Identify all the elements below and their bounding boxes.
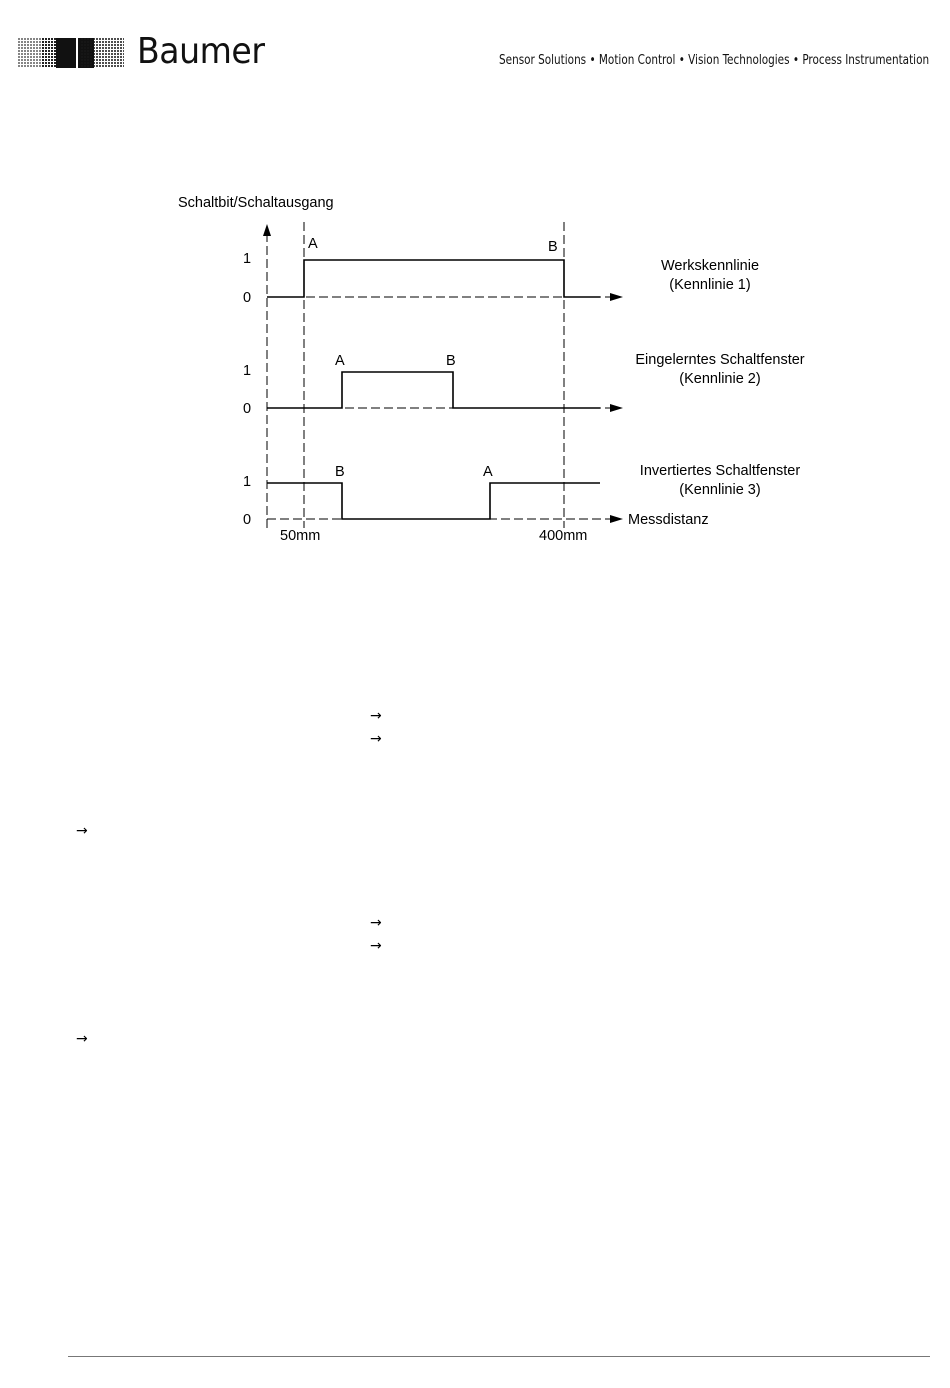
curve-2-name-line2: (Kennlinie 2) <box>679 371 761 387</box>
curve-2-point-a: A <box>335 353 345 369</box>
x-tick-400mm: 400mm <box>539 528 588 544</box>
arrow-icon: → <box>370 938 382 954</box>
curve-2-name-line1: Eingelerntes Schaltfenster <box>635 352 805 368</box>
header-tagline: Sensor Solutions • Motion Control • Vision Technologies • Process Instrumentation <box>498 52 929 68</box>
arrow-icon: → <box>370 731 382 747</box>
curve-3-name-line1: Invertiertes Schaltfenster <box>639 463 801 479</box>
arrow-icon: → <box>370 708 382 724</box>
curve-3-name-line2: (Kennlinie 3) <box>679 482 761 498</box>
x-tick-50mm: 50mm <box>280 528 321 544</box>
y-axis-label: Schaltbit/Schaltausgang <box>178 195 334 211</box>
arrow-icon: → <box>76 1031 88 1047</box>
curve-1-name-line2: (Kennlinie 1) <box>669 277 751 293</box>
curve-3-group <box>243 463 800 528</box>
arrow-icon: → <box>370 915 382 931</box>
curve-3-level-one: 1 <box>243 474 252 490</box>
curve-1-point-b: B <box>548 239 558 255</box>
curve-3-point-b: B <box>335 464 345 480</box>
footer-divider <box>68 1356 930 1357</box>
curve-1-name-line1: Werkskennlinie <box>660 258 760 274</box>
x-axis-label: Messdistanz <box>628 512 709 528</box>
y-axis-arrowhead <box>263 224 271 236</box>
curve-1-level-zero: 0 <box>243 290 252 306</box>
curve-2-baseline-arrowhead <box>610 404 623 412</box>
curve-2-signal <box>267 372 600 408</box>
curve-1-level-one: 1 <box>243 251 252 267</box>
curve-2-level-zero: 0 <box>243 401 252 417</box>
brand-name: Baumer <box>137 31 265 72</box>
curve-1-signal <box>267 260 600 297</box>
curve-2-group <box>243 352 805 417</box>
curve-1-group <box>243 236 759 306</box>
curve-2-point-b: B <box>446 353 456 369</box>
curve-1-point-a: A <box>308 236 318 252</box>
curve-2-level-one: 1 <box>243 363 252 379</box>
curve-3-level-zero: 0 <box>243 512 252 528</box>
x-axis-arrowhead <box>610 515 623 523</box>
arrow-icon: → <box>76 823 88 839</box>
curve-3-point-a: A <box>483 464 493 480</box>
curve-1-baseline-arrowhead <box>610 293 623 301</box>
curve-3-signal <box>267 483 600 519</box>
switching-diagram <box>0 0 950 600</box>
